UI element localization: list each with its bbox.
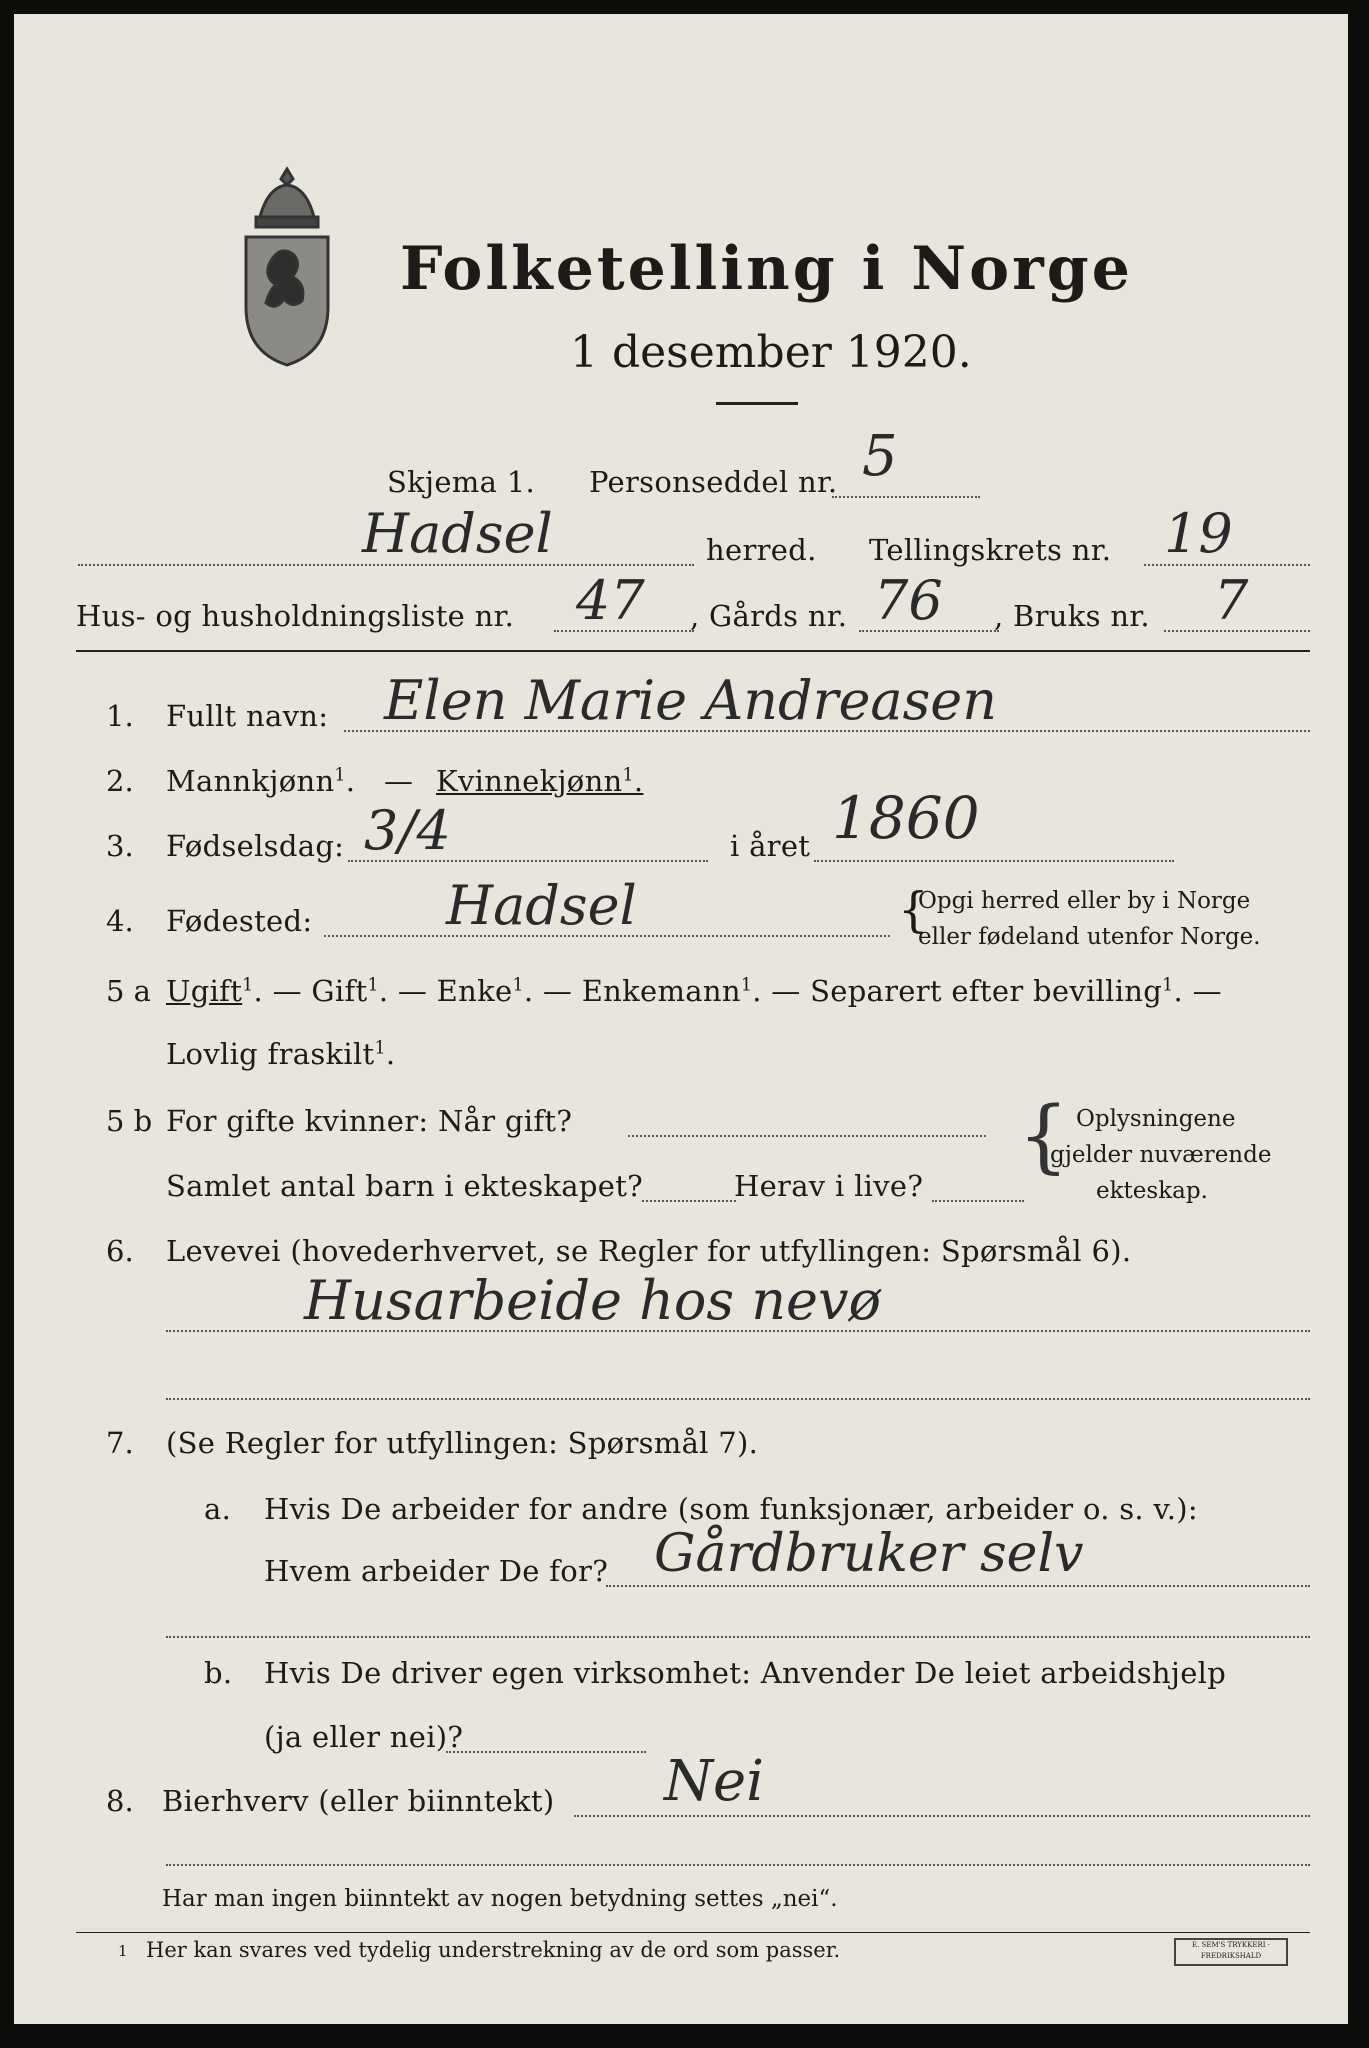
q5a-ugift: Ugift (166, 974, 243, 1008)
footnote-divider (76, 1932, 1310, 1933)
q4-number: 4. (106, 904, 134, 938)
footer-note: Har man ingen biinntekt av nogen betydning settes „nei“. (162, 1886, 838, 1912)
census-form (14, 14, 1348, 2024)
q2-dash: — (384, 764, 414, 798)
q5a-fraskilt: Lovlig fraskilt$^1$. (166, 1037, 396, 1071)
q5a-options: Ugift$^1$. — Gift$^1$. — Enke$^1$. — Enkemann$^1$. — Separert efter bevilling$^1$. — (166, 974, 1222, 1008)
q5b-label-1: For gifte kvinner: Når gift? (166, 1104, 573, 1138)
personseddel-value: 5 (862, 424, 898, 489)
q8-line (574, 1815, 1310, 1817)
q5b-married-line (628, 1135, 986, 1137)
q7a-question: Hvem arbeider De for? (264, 1554, 609, 1588)
q5b-children-line (642, 1200, 736, 1202)
q5a-enkemann: Enkemann (581, 974, 741, 1008)
personseddel-line (832, 496, 980, 498)
q7b-line (446, 1751, 646, 1753)
q5a-number: 5 a (106, 974, 151, 1008)
norway-coat-of-arms-icon (232, 159, 342, 369)
side-income-value: Nei (664, 1749, 765, 1814)
q7b-text: Hvis De driver egen virksomhet: Anvender De leiet arbeidshjelp (264, 1656, 1227, 1690)
q5b-label-2: Samlet antal barn i ekteskapet? (166, 1169, 643, 1203)
tellingskrets-value: 19 (1164, 502, 1233, 565)
personseddel-label: Personseddel nr. (589, 465, 838, 499)
gards-value: 76 (874, 569, 943, 632)
employer-value: Gårdbruker selv (654, 1524, 1084, 1584)
gards-label: , Gårds nr. (690, 599, 848, 633)
q1-number: 1. (106, 699, 134, 733)
bruks-label: , Bruks nr. (994, 599, 1150, 633)
q5b-number: 5 b (106, 1104, 153, 1138)
q7a-line-2 (166, 1636, 1310, 1638)
herred-value: Hadsel (362, 502, 553, 565)
q4-label: Fødested: (166, 904, 313, 938)
q5b-note-1: Oplysningene (1076, 1106, 1236, 1132)
q1-label: Fullt navn: (166, 699, 329, 733)
q5b-alive-line (932, 1200, 1024, 1202)
q6-number: 6. (106, 1234, 134, 1268)
q8-number: 8. (106, 1784, 134, 1818)
q8-line-2 (166, 1864, 1310, 1866)
q7b-question: (ja eller nei)? (264, 1720, 464, 1754)
birth-year-value: 1860 (832, 784, 980, 852)
q2-kvinnekjonn: Kvinnekjønn$^1$. (436, 764, 644, 798)
q7a-line (606, 1585, 1310, 1587)
husliste-value: 47 (576, 569, 645, 632)
q5a-gift: Gift (311, 974, 368, 1008)
q5a-enke: Enke (436, 974, 513, 1008)
header-divider (76, 650, 1310, 652)
q3-number: 3. (106, 829, 134, 863)
q2-mannkjonn: Mannkjønn$^1$. (166, 764, 356, 798)
q5b-note-2: gjelder nuværende (1050, 1142, 1272, 1168)
q7a-letter: a. (204, 1492, 232, 1526)
full-name-value: Elen Marie Andreasen (384, 669, 998, 732)
q4-brace: { (898, 882, 929, 938)
herred-label: herred. (706, 533, 817, 567)
q3-label: Fødselsdag: (166, 829, 345, 863)
q2-number: 2. (106, 764, 134, 798)
printer-mark: E. SEM'S TRYKKERI · FREDRIKSHALD (1174, 1938, 1288, 1966)
footnote-mark: 1 (118, 1942, 128, 1960)
q5b-label-3: Herav i live? (734, 1169, 924, 1203)
tellingskrets-label: Tellingskrets nr. (869, 533, 1112, 567)
q8-label: Bierhverv (eller biinntekt) (162, 1784, 555, 1818)
q5a-separert: Separert efter bevilling (810, 974, 1163, 1008)
occupation-value: Husarbeide hos nevø (304, 1269, 881, 1332)
q3-year-line (814, 860, 1174, 862)
q4-note-1: Opgi herred eller by i Norge (918, 888, 1251, 914)
q7a-text: Hvis De arbeider for andre (som funksjonær, arbeider o. s. v.): (264, 1492, 1198, 1526)
q6-line-2 (166, 1398, 1310, 1400)
q4-note-2: eller fødeland utenfor Norge. (918, 924, 1261, 950)
birthday-value: 3/4 (364, 799, 451, 862)
q6-label: Levevei (hovederhvervet, se Regler for utfyllingen: Spørsmål 6). (166, 1234, 1132, 1268)
husliste-label: Hus- og husholdningsliste nr. (76, 599, 515, 633)
title-divider (716, 402, 798, 405)
census-date: 1 desember 1920. (570, 327, 972, 378)
q5b-brace: { (1018, 1089, 1069, 1182)
form-title: Folketelling i Norge (400, 234, 1133, 304)
footnote-text: Her kan svares ved tydelig understrekning av de ord som passer. (146, 1938, 841, 1962)
q7-number: 7. (106, 1426, 134, 1460)
q3-year-label: i året (730, 829, 811, 863)
skjema-label: Skjema 1. (387, 465, 535, 499)
q5b-note-3: ekteskap. (1096, 1178, 1208, 1204)
bruks-value: 7 (1214, 569, 1249, 632)
q7b-letter: b. (204, 1656, 233, 1690)
q7-label: (Se Regler for utfyllingen: Spørsmål 7). (166, 1426, 759, 1460)
birthplace-value: Hadsel (446, 874, 637, 937)
